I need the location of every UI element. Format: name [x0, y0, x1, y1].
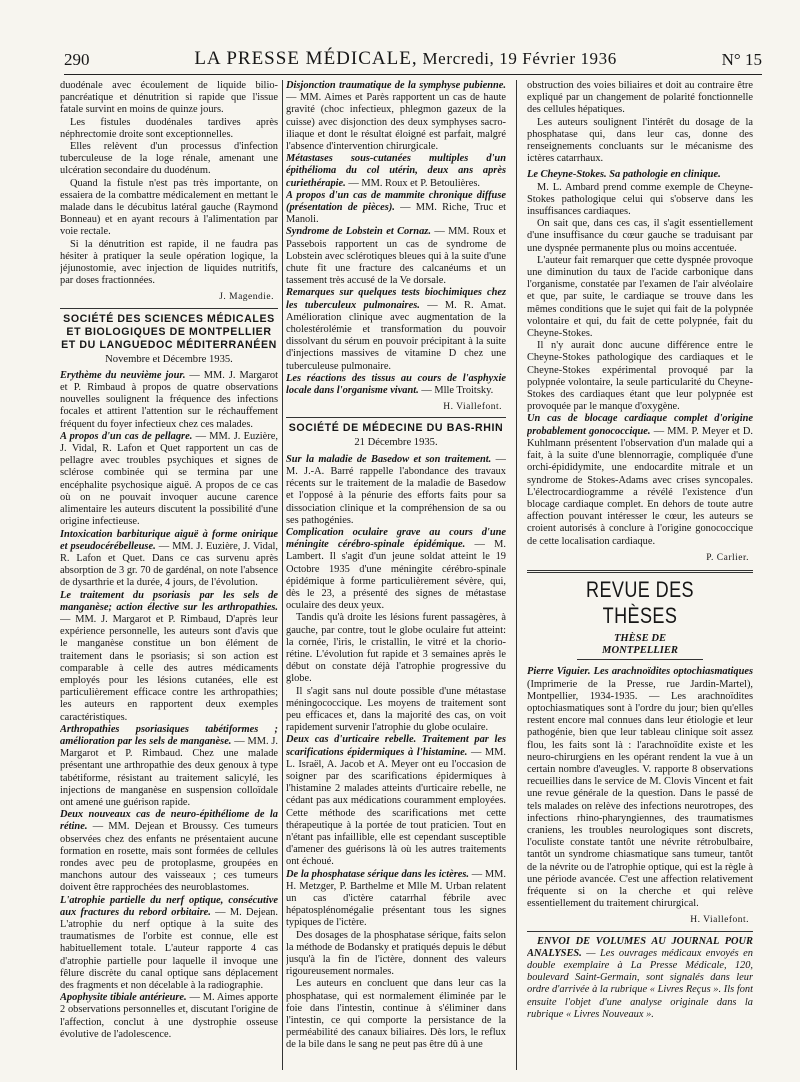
abstract [286, 373, 506, 397]
abstract-body: — MM. J. Euzière, J. Vidal, R. Lafon et Quet. Dans ce cas survenu après absorption de 3 gr. 70 de gardénal, on note l'absence de dysarthrie et la durée, 4 jours, de l'évolution. [60, 540, 278, 589]
abstract-body: — MM. J. Euzière, J. Vidal, R. Lafon et Quet rapportent un cas de pellagre avec troubles psychiques et signes de sclérose combinée qui se termina par une encéphalite psychosique aiguë. A propos de ce cas où on ne pouvait invoquer aucune carence alimentaire les auteurs discutent la possibilité d'une origine infectieuse. [60, 430, 278, 528]
abstract [60, 724, 278, 809]
column-right [527, 80, 753, 1072]
abstract-body: — M. Lambert. Il s'agit d'un jeune soldat atteint le 19 Octobre 1935 d'une méningite cérébro-spinale épidémique à forme particulièrement sévère, qui, dès le 23, a présenté des signes de métastase oculaire des deux yeux. [286, 539, 506, 612]
abstract-title: Pierre Viguier. Les arachnoïdites optochiasmatiques [527, 666, 753, 678]
abstract-title: Disjonction traumatique de la symphyse pubienne. [286, 80, 506, 91]
journal-title: LA PRESSE MÉDICALE, [194, 48, 418, 69]
abstract-title: Le traitement du psoriasis par les sels de manganèse; action élective sur les arthropathies. [60, 589, 278, 613]
abstract-title: A propos d'un cas de mammite chronique diffuse (présentation de pièces). [286, 189, 506, 214]
paragraph: duodénale avec écoulement de liquide bilio-pancréatique et dénutrition si rapide que l'issue fatale survint en moins de quinze jours. [60, 80, 278, 116]
abstract-title: Remarques sur quelques tests biochimiques chez les tuberculeux pulmonaires. [286, 287, 506, 311]
paragraph: Les auteurs soulignent l'intérêt du dosage de la phosphatase qui, dans leur cas, donne des renseignements concluants sur le mécanisme des ictères catarrhaux. [527, 116, 753, 165]
abstract [286, 869, 506, 930]
paragraph: On sait que, dans ces cas, il s'agit essentiellement d'une insuffisance du cœur gauche se traduisant par une dyspnée permanente plus ou moins accentuée. [527, 218, 753, 254]
column-left [60, 80, 278, 1072]
column-rule [282, 80, 283, 1070]
abstract-title: De la phosphatase sérique dans les ictères. [286, 868, 470, 880]
abstract [286, 527, 506, 612]
paragraph: Tandis qu'à droite les lésions furent passagères, à gauche, par contre, tout le globe oculaire fut atteint: la cornée, l'iris, le cristallin, le vitré et la chorio-rétine. L'évolution fut rapide et 3 semaines après le début on constate déjà l'atrophie progressive du globe. [286, 612, 506, 685]
paragraph: Si la dénutrition est rapide, il ne faudra pas hésiter à pratiquer la seule opération logique, la jéjunostomie, avec injection de liquides nutritifs, par doses fractionnées. [60, 238, 278, 287]
notice [527, 936, 753, 1021]
society-heading: SOCIÉTÉ DES SCIENCES MÉDICALES ET BIOLOGIQUES DE MONTPELLIER ET DU LANGUEDOC MÉDITERRANÉEN [61, 312, 277, 351]
masthead [194, 48, 617, 74]
page-header [64, 44, 762, 75]
paragraph: Elles relèvent d'un processus d'infection tuberculeuse de la loge rénale, amenant une ulcération secondaire du duodénum. [60, 141, 278, 177]
abstract-title: Deux cas d'urticaire rebelle. Traitement par les scarifications épidermiques à l'histamine. [286, 734, 506, 758]
session-date: Novembre et Décembre 1935. [105, 353, 233, 365]
paragraph: Les auteurs en concluent que dans leur cas la phosphatase, qui est normalement éliminée par le foie dans l'intestin, continue à s'éliminer dans l'intestin, ce qui comporte la persistance de la perméabilité des canaux biliaires. Dès lors, le reflux de la bile dans le sang ne peut pas être dû à une [286, 978, 506, 1051]
abstract-body: — MM. Dejean et Broussy. Ces tumeurs observées chez des enfants ne présentaient aucune formation en rosette, mais sont formées de cellules rondes avec peu de protoplasme, groupées en manchons autour des vaisseaux ; ces tumeurs doivent être rapprochées des neuroblastomes. [60, 821, 278, 894]
issue-number: N° 15 [721, 50, 762, 69]
abstract [60, 809, 278, 894]
abstract-body: — M. R. Amat. Amélioration clinique avec augmentation de la cholestérolémie et transformation du pouvoir dissolvant du sérum en pouvoir précipitant à la suite d'injections massives de vitamine D chez une tuberculeuse pulmonaire. [286, 299, 506, 372]
abstract-title: Les réactions des tissus au cours de l'asphyxie locale dans l'organisme vivant. [286, 372, 506, 397]
abstract [286, 734, 506, 868]
abstract [60, 431, 278, 529]
abstract [286, 190, 506, 227]
abstract-title: Complication oculaire grave au cours d'une méningite cérébro-spinale épidémique. [286, 526, 506, 551]
abstract [60, 529, 278, 590]
notice-title: ENVOI DE VOLUMES AU JOURNAL POUR ANALYSES. [527, 935, 753, 959]
paragraph: Les fistules duodénales tardives après néphrectomie droite sont exceptionnelles. [60, 116, 278, 140]
abstract [286, 454, 506, 527]
abstract-body: — MM. H. Metzger, P. Barthelme et Mlle M. Urban relatent un cas d'ictère catarrhal fébrile avec hépatosplénomégalie présentant tous les signes typiques de l'ictère. [286, 868, 506, 929]
page-number: 290 [64, 50, 90, 69]
signature: P. Carlier. [706, 552, 749, 563]
abstract-body: — MM. Roux et P. Betoulières. [348, 177, 480, 189]
paragraph: Des dosages de la phosphatase sérique, faits selon la méthode de Bodansky et pratiqués depuis le début jusqu'à la fin de l'ictère, donnent des valeurs rigoureusement normales. [286, 929, 506, 978]
notice-body: — Les ouvrages médicaux envoyés en double exemplaire à La Presse Médicale, 120, boulevard Saint-Germain, sont signalés dans leur ordre d'arrivée à la rubrique « Livres Reçus ». Ils font ensuite l'objet d'une analyse originale dans la rubrique « Livres Nouveaux ». [527, 947, 753, 1020]
abstract [286, 80, 506, 153]
abstract-body: — Mlle Troitsky. [421, 385, 494, 397]
abstract-body: — MM. Roux et Passebois rapportent un cas de syndrome de Lobstein avec sclérotiques bleues qui à la suite d'une chute fit une fracture des calcanéums et un tassement très accusé de la Ve dorsale. [286, 226, 506, 287]
column-rule [516, 80, 517, 1070]
divider [60, 308, 278, 309]
abstract-title: Sur la maladie de Basedow et son traitement. [286, 453, 492, 465]
abstract-title: Intoxication barbiturique aiguë à forme onirique et pseudocérébelleuse. [60, 528, 278, 552]
signature: J. Magendie. [219, 292, 274, 303]
paragraph: L'auteur fait remarquer que cette dyspnée provoque une diminution du taux de l'acide carbonique dans l'organisme, constatée par l'examen de l'air alvéolaire et que, par suite, le cardiaque se trouve dans les mêmes conditions que le sujet qui fait de la polypnée volontaire et qui, du fait de cette polypnée, fait du Cheyne-Stokes. [527, 254, 753, 340]
divider [286, 417, 506, 418]
abstract-body: — M. Dejean. L'atrophie du nerf optique à la suite des traumatismes de l'orbite est connue, elle est habituellement totale. L'auteur rapporte 4 cas d'atrophie partielle pour laquelle il invoque une fêlure discrète du canal optique sans déplacement des fragments et non décelable à la radiographie. [60, 906, 278, 992]
session-date: 21 Décembre 1935. [354, 437, 438, 449]
abstract-title: Erythème du neuvième jour. [60, 369, 186, 381]
abstract [527, 413, 753, 547]
paragraph: M. L. Ambard prend comme exemple de Cheyne-Stokes pathologique celui qui s'observe dans les insuffisances cardiaques. [527, 181, 753, 218]
abstract-title: Deux nouveaux cas de neuro-épithéliome de la rétine. [60, 809, 278, 833]
abstract [286, 226, 506, 287]
abstract-body: — MM. J. Margarot et P. Rimbaud à propos de quatre observations nouvelles soulignent la fréquence des infections focales et attirent l'attention sur le réchauffement fréquent du foyer infectieux chez ces malades. [60, 369, 278, 430]
abstract-title: Syndrome de Lobstein et Cornaz. [286, 226, 431, 238]
column-middle [286, 80, 506, 1072]
abstract-title: Métastases sous-cutanées multiples d'un épithélioma du col utérin, deux ans après curiethérapie. [286, 153, 506, 189]
abstract-title-line: Le Cheyne-Stokes. Sa pathologie en clinique. [527, 169, 721, 181]
abstract [60, 590, 278, 724]
abstract-title: Un cas de blocage cardiaque complet d'origine probablement gonococcique. [527, 413, 753, 437]
abstract [527, 666, 753, 910]
society-heading: SOCIÉTÉ DE MÉDECINE DU BAS-RHIN [288, 422, 504, 435]
abstract-body: (Imprimerie de la Presse, rue Jardin-Martel), Montpellier, 1934-1935. — Les arachnoïdites optochiasmatiques sont à l'ordre du jour; bien qu'elles restent encore mal connues dans leur étiologie et leur pathogénie, bien que leur tableau clinique soit assez flou, les faits sont là : l'arachnoïdite existe et les neuro-chirurgiens en les opérant rendent la vue à un certain nombre d'aveugles. V. rapporte 8 observations recueillies dans le service de M. Clovis Vincent et fait une revue générale de la question. Dans le passé de tels malades on relève des infections neurotropes, des infections rhino-pharyngiennes, des traumatismes craniens, les troubles neurologiques sont discrets, l'oculiste constate tantôt une névrite rétrobulbaire, tantôt un syndrome chiasmatique sans tumeur, tantôt de la névrite ou de l'atrophie optique, qui est la règle à une période avancée. C'est une affection relativement fréquente si on la cherche et qui relève essentiellement du traitement chirurgical. [527, 678, 753, 910]
abstract-body: — MM. Aimes et Parès rapportent un cas de haute gravité (choc infectieux, phlegmon gazeux de la cuisse) avec disjonction des deux symphyses sacro-iliaque et dont le résultat éloigné est parfait, malgré l'absence d'intervention chirurgicale. [286, 92, 506, 153]
abstract-title: Apophysite tibiale antérieure. [60, 992, 187, 1004]
abstract [286, 287, 506, 372]
abstract-body: — MM. J. Margarot et P. Rimbaud. Chez une malade présentant une arthropathie des deux genoux à type tabétiforme, résistant au traitement salicylé, les injections de manganèse en suspension colloïdale ont amené une guérison rapide. [60, 735, 278, 808]
abstract-body: — MM. Riche, Truc et Manoli. [286, 202, 506, 226]
signature: H. Viallefont. [443, 402, 502, 413]
section-title: REVUE DES THÈSES [586, 576, 694, 628]
paragraph: obstruction des voies biliaires et doit au contraire être expliqué par un changement de polarité fonctionnelle des cellules hépatiques. [527, 80, 753, 116]
paragraph: Il n'y aurait donc aucune différence entre le Cheyne-Stokes pathologique des cardiaques et le Cheyne-Stokes expérimental provoqué par la polypnée volontaire, la seule particularité du Cheyne-Stokes des cardiaques étant que leur polypnée est provoquée par le manque d'oxygène. [527, 340, 753, 413]
abstract-body: — MM. J. Margarot et P. Rimbaud, D'après leur expérience personnelle, les auteurs sont d'avis que le manganèse constitue un bon élément de traitement dans le psoriasis; si son action est comparable à celle des autres médicaments employés pour les lésions cutanées, elle est particulièrement efficace contre les arthropathies; les auteurs en rapportent deux exemples caractéristiques. [60, 613, 278, 723]
abstract-body: — M. Aimes apporte 2 observations personnelles et, discutant l'origine de l'affection, conclut à une dystrophie osseuse évolutive de l'adolescence. [60, 992, 278, 1040]
abstract [60, 992, 278, 1041]
abstract-body: — MM. L. Israël, A. Jacob et A. Meyer ont eu l'occasion de soigner par des scarifications épidermiques à l'histamine 2 malades atteints d'urticaire rebelle, ne cédant pas aux médications couramment employées. Cette méthode des scarifications met cette thérapeutique à la portée de tout praticien. Tout en n'étant pas infaillible, elle est cependant susceptible d'amener des guérisons là où les autres traitements ont échoué. [286, 746, 506, 868]
signature: H. Viallefont. [690, 915, 749, 926]
thesis-heading: THÈSE DE MONTPELLIER [577, 633, 703, 660]
abstract-body: — M. J.-A. Barré rappelle l'abondance des travaux récents sur le traitement de la maladie de Basedow et l'opposé à la pénurie des efforts faits pour sa dissociation clinique et la compréhension de sa ou ses pathogénies. [286, 453, 506, 526]
abstract [60, 370, 278, 431]
paragraph: Quand la fistule n'est pas très importante, on essaiera de la combattre médicalement en mettant le malade dans le décubitus latéral gauche (Raymond Bonneau) et en ayant recours à l'alimentation par voie rectale. [60, 177, 278, 238]
abstract-body: — MM. P. Meyer et D. Kuhlmann présentent l'observation d'un malade qui a fait, à la suite d'une blennorragie, compliquée d'une orchi-épididymite, une endocardite mitrale et un syndrome de Stokes-Adams avec crises syncopales. L'électrocardiogramme a révélé l'existence d'un blocage cardiaque complet. En dehors de toute autre affection pouvant intéresser le cœur, les auteurs se croient autorisés à conclure à l'origine gonococcique de cette localisation cardiaque. [527, 425, 753, 547]
abstract-title: A propos d'un cas de pellagre. [60, 430, 193, 442]
abstract [60, 895, 278, 993]
abstract-title: L'atrophie partielle du nerf optique, consécutive aux fractures du rebord orbitaire. [60, 894, 278, 918]
divider [527, 931, 753, 932]
divider [527, 570, 753, 573]
abstract-title: Arthropathies psoriasiques tabétiformes ; amélioration par les sels de manganèse. [60, 723, 278, 747]
issue-date: Mercredi, 19 Février 1936 [422, 49, 617, 68]
abstract [286, 153, 506, 190]
paragraph: Il s'agit sans nul doute possible d'une métastase méningococcique. Les moyens de traitement sont peu efficaces et, dans la majorité des cas, on voit rapidement survenir l'atrophie du globe oculaire. [286, 685, 506, 734]
